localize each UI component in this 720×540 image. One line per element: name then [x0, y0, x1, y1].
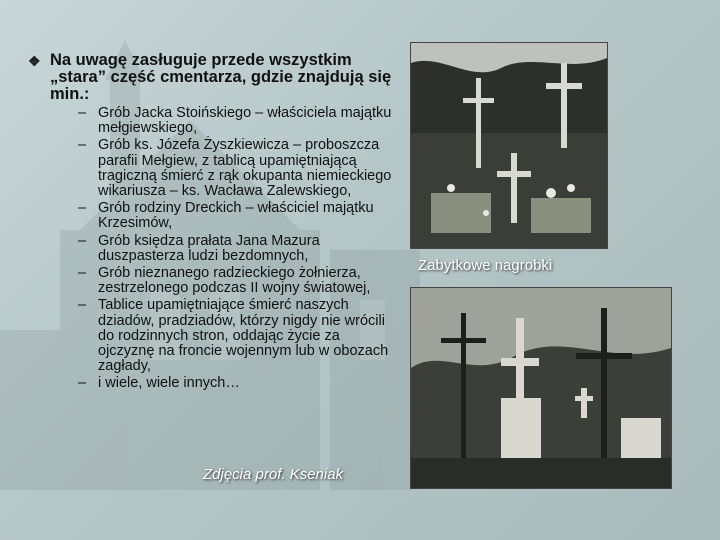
cemetery-photo-bottom [410, 287, 672, 489]
list-item: – Grób rodziny Dreckich – właściciel majątku Krzesimów, [78, 200, 374, 232]
list-item: – Grób księdza prałata Jana Mazura duszpasterza ludzi bezdomnych, [78, 232, 320, 264]
list-item: – Grób Jacka Stoińskiego – właściciela majątku mełgiewskiego, [78, 105, 392, 137]
list-item: – Grób nieznanego radzieckiego żołnierza, zestrzelonego podczas II wojny światowej, [78, 265, 371, 297]
main-bullet-text: Na uwagę zasługuje przede wszystkim „stara” część cmentarza, gdzie znajdują się min.: [50, 51, 392, 103]
list-item: – Tablice upamiętniające śmierć naszych dziadów, pradziadów, którzy nigdy nie wrócili do rodzinnych stron, oddając życie za ojczyznę na froncie wojennym lub w obozach zagłady, [78, 297, 389, 375]
photo-caption: Zabytkowe nagrobki [418, 257, 553, 274]
cemetery-photo-top [410, 42, 608, 249]
photo-credit: Zdjęcia prof. Kseniak [203, 466, 344, 483]
bullet-diamond-icon: ❖ [28, 53, 41, 69]
grave-list [78, 106, 396, 394]
main-bullet [28, 51, 395, 103]
list-item: – i wiele, wiele innych… [78, 375, 240, 392]
list-item: – Grób ks. Józefa Żyszkiewicza – proboszcza parafii Mełgiew, z tablicą upamiętniającą tragiczną śmierć z rąk okupanta niemieckiego wikariusza – ks. Wacława Zalewskiego, [78, 137, 392, 200]
